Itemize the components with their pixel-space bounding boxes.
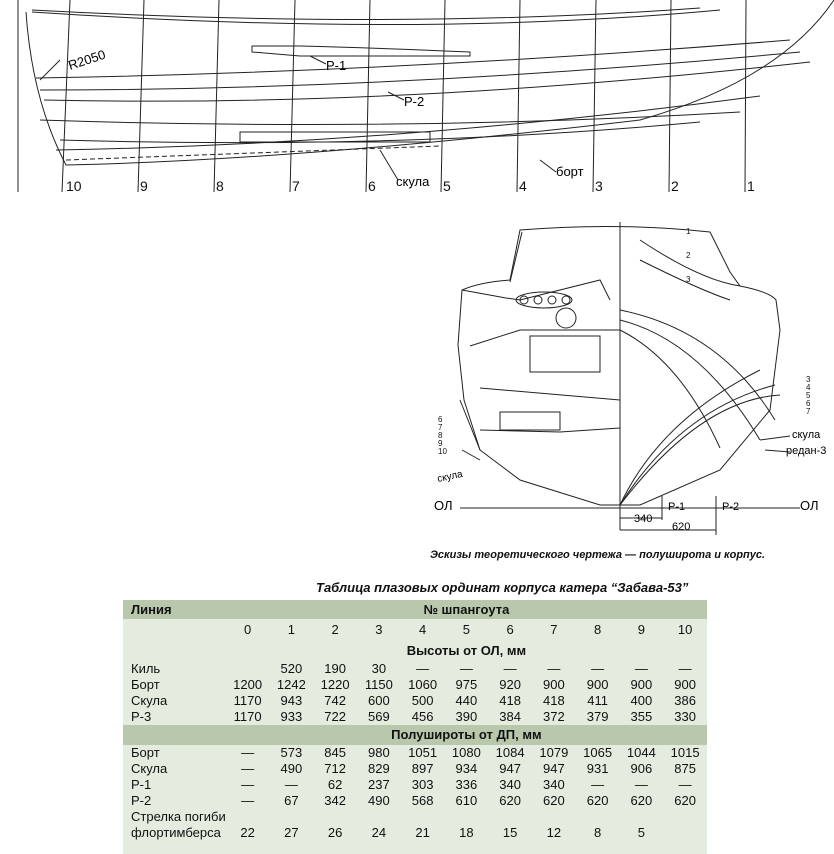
table-cell: 620 [674, 793, 696, 808]
table-cell: 490 [280, 761, 303, 776]
table-cell: 27 [284, 825, 299, 840]
table-title: Таблица плазовых ординат корпуса катера “Забава-53” [316, 580, 689, 595]
empty-cell [226, 809, 270, 825]
table-cell: 943 [280, 693, 303, 708]
frame-number: 6 [506, 622, 514, 637]
section-number: 10 [438, 447, 447, 456]
table-cell: 620 [543, 793, 565, 808]
section-number: 1 [686, 227, 691, 236]
table-cell: — [678, 661, 692, 676]
frame-numbers-row [123, 619, 707, 641]
table-cell: 500 [411, 693, 434, 708]
table-cell: 933 [280, 709, 303, 724]
table-cell: — [678, 777, 692, 792]
empty-cell [270, 809, 314, 825]
header-frames: № шпангоута [226, 600, 707, 619]
table-cell: 906 [630, 761, 653, 776]
table-cell: 490 [368, 793, 390, 808]
table-cell: 372 [543, 709, 565, 724]
table-cell: 1051 [408, 745, 438, 760]
table-cell: 237 [368, 777, 390, 792]
table-cell: 934 [455, 761, 478, 776]
table-cell: 1170 [233, 709, 262, 724]
empty-cell [123, 641, 226, 661]
table-cell [663, 825, 707, 841]
table-cell: 742 [324, 693, 346, 708]
table-cell: 12 [546, 825, 562, 840]
table-cell: 418 [543, 693, 565, 708]
table-cell: 1080 [451, 745, 481, 760]
table-row [123, 761, 707, 777]
section-number: 6 [806, 399, 811, 408]
frame-number: 3 [375, 622, 383, 637]
station-number: 6 [368, 178, 376, 194]
table-cell: 975 [455, 677, 478, 692]
p2-label: P-2 [404, 94, 425, 109]
empty-cell [619, 809, 663, 825]
section-number: 2 [686, 251, 691, 260]
table-cell: 30 [371, 661, 387, 676]
station-number: 9 [140, 178, 148, 194]
figure-caption: Эскизы теоретического чертежа — полуширота и корпус. [430, 549, 766, 561]
table-cell: 379 [586, 709, 609, 724]
section-title: Высоты от ОЛ, мм [406, 643, 527, 658]
table-cell: 1079 [539, 745, 569, 760]
empty-cell [532, 809, 576, 825]
row-label: Р-1 [131, 777, 152, 792]
row-label: Скула [131, 693, 168, 708]
table-cell: 931 [586, 761, 609, 776]
table-cell: — [241, 745, 255, 760]
table-cell: 610 [455, 793, 478, 808]
section-number: 4 [806, 383, 811, 392]
empty-cell [123, 725, 226, 745]
body-plan-sketch [458, 222, 800, 535]
p1-label: P-1 [326, 58, 347, 73]
body-bilge-label-left: скула [436, 468, 464, 485]
body-p2-label: P-2 [722, 501, 740, 513]
table-cell: 1220 [320, 677, 350, 692]
empty-cell [488, 809, 532, 825]
station-number: 7 [292, 178, 300, 194]
table-cell: 620 [586, 793, 609, 808]
table-cell: — [591, 777, 605, 792]
frame-number: 10 [677, 622, 693, 637]
empty-cell [313, 809, 357, 825]
row-label: Борт [131, 745, 160, 760]
base-line-left-label: ОЛ [434, 498, 453, 513]
table-row [123, 793, 707, 809]
row-label: Борт [131, 677, 160, 692]
sag-label-row [123, 809, 707, 825]
table-cell: 330 [674, 709, 696, 724]
table-cell: 722 [324, 709, 346, 724]
station-number: 4 [519, 178, 527, 194]
redan-label: редан-3 [786, 445, 827, 457]
table-cell: 62 [327, 777, 343, 792]
table-cell: 1044 [626, 745, 656, 760]
table-cell: 1015 [670, 745, 700, 760]
table-cell: 8 [593, 825, 602, 840]
frame-number: 4 [418, 622, 427, 637]
table-cell: 569 [368, 709, 390, 724]
table-cell: 520 [280, 661, 303, 676]
table-cell: 411 [587, 693, 608, 708]
table-cell: — [241, 793, 255, 808]
table-cell: 1084 [495, 745, 525, 760]
station-number: 5 [443, 178, 451, 194]
header-line: Линия [123, 600, 226, 619]
table-cell: — [634, 777, 648, 792]
table-cell: 456 [411, 709, 434, 724]
table-cell: 384 [499, 709, 521, 724]
table-header-row [123, 600, 707, 619]
table-cell: — [241, 777, 255, 792]
section-number: 9 [438, 439, 443, 448]
table-cell: 620 [630, 793, 653, 808]
table-cell: 22 [240, 825, 255, 840]
table-cell: 340 [543, 777, 565, 792]
frame-number: 1 [287, 622, 295, 637]
table-cell: 845 [324, 745, 346, 760]
table-row [123, 777, 707, 793]
empty-cell [576, 809, 620, 825]
table-cell: 355 [630, 709, 653, 724]
table-cell: — [503, 661, 517, 676]
table-cell: 386 [674, 693, 696, 708]
table-cell: 303 [411, 777, 434, 792]
table-cell: 900 [630, 677, 653, 692]
table-cell: 21 [415, 825, 430, 840]
frame-number: 7 [550, 622, 558, 637]
row-label: Стрелка погиби [131, 809, 226, 824]
table-cell: 1060 [408, 677, 438, 692]
table-cell: 900 [674, 677, 696, 692]
section-number: 5 [806, 391, 811, 400]
table-cell: 1242 [276, 677, 306, 692]
station-number: 8 [216, 178, 224, 194]
section-number: 7 [806, 407, 811, 416]
table-cell: 1170 [233, 693, 262, 708]
half-breadth-plan [18, 0, 834, 192]
table-cell: — [241, 761, 255, 776]
table-cell: 418 [499, 693, 521, 708]
row-label: флортимберса [131, 825, 221, 840]
table-cell: — [416, 661, 430, 676]
table-cell: 190 [324, 661, 346, 676]
frame-number: 5 [462, 622, 470, 637]
station-number: 2 [671, 178, 679, 194]
table-cell: 600 [368, 693, 390, 708]
table-cell: 336 [455, 777, 478, 792]
table-cell [226, 661, 270, 677]
table-cell: 24 [371, 825, 387, 840]
table-cell: 342 [324, 793, 346, 808]
table-cell: 568 [411, 793, 434, 808]
radius-label: R2050 [66, 46, 108, 73]
table-cell: 26 [327, 825, 343, 840]
table-cell: 897 [411, 761, 434, 776]
dim-620-label: 620 [672, 521, 691, 533]
table-cell: 900 [586, 677, 609, 692]
table-cell: 1150 [364, 677, 393, 692]
body-p1-label: P-1 [668, 501, 686, 513]
table-cell: 947 [543, 761, 565, 776]
frame-number: 0 [244, 622, 252, 637]
station-number: 1 [747, 178, 755, 194]
station-number: 3 [595, 178, 603, 194]
table-cell: — [284, 777, 298, 792]
table-cell: 67 [284, 793, 299, 808]
table-cell: 875 [674, 761, 696, 776]
table-cell: 900 [543, 677, 565, 692]
section-number: 8 [438, 431, 443, 440]
empty-cell [357, 809, 401, 825]
table-cell: 390 [455, 709, 478, 724]
section-heights-row [123, 641, 707, 661]
table-row [123, 745, 707, 761]
offsets-table [123, 600, 707, 854]
section-number: 3 [806, 375, 811, 384]
frame-number: 2 [331, 622, 339, 637]
table-cell: — [459, 661, 473, 676]
table-cell: — [634, 661, 648, 676]
frame-number: 9 [637, 622, 645, 637]
table-cell: 440 [455, 693, 478, 708]
table-row [123, 677, 707, 693]
table-row [123, 661, 707, 677]
row-label: Р-3 [131, 709, 152, 724]
table-cell: 947 [499, 761, 521, 776]
bilge-label-plan: скула [396, 174, 430, 189]
table-row [123, 709, 707, 725]
dim-340-label: 340 [634, 513, 653, 525]
table-cell: 15 [502, 825, 518, 840]
empty-cell [444, 809, 488, 825]
table-cell: — [547, 661, 561, 676]
body-bilge-label-right: скула [792, 429, 821, 441]
base-line-right-label: ОЛ [800, 498, 819, 513]
empty-cell [401, 809, 445, 825]
section-numbers [438, 227, 811, 456]
table-row [123, 693, 707, 709]
section-number: 6 [438, 415, 443, 424]
table-cell: 340 [499, 777, 521, 792]
table-cell: 980 [368, 745, 390, 760]
table-cell: 1200 [233, 677, 263, 692]
table-cell: 5 [637, 825, 645, 840]
table-cell: 620 [499, 793, 521, 808]
station-number: 10 [66, 178, 82, 194]
row-label: Киль [131, 661, 161, 676]
frame-number: 8 [593, 622, 602, 637]
section-halfwidths-row [123, 725, 707, 745]
section-title: Полушироты от ДП, мм [226, 725, 707, 745]
empty-cell [123, 619, 226, 641]
table-cell: 829 [368, 761, 390, 776]
table-cell: 1065 [583, 745, 613, 760]
table-cell: 18 [459, 825, 474, 840]
table-cell: 920 [499, 677, 521, 692]
section-number: 7 [438, 423, 443, 432]
table-cell: 712 [324, 761, 346, 776]
row-label: Р-2 [131, 793, 152, 808]
side-label-plan: борт [556, 164, 584, 179]
table-cell: — [591, 661, 605, 676]
table-cell: 400 [630, 693, 653, 708]
row-label: Скула [131, 761, 168, 776]
empty-cell [663, 809, 707, 825]
section-number: 3 [686, 275, 691, 284]
table-cell: 573 [280, 745, 303, 760]
sag-values-row [123, 825, 707, 841]
